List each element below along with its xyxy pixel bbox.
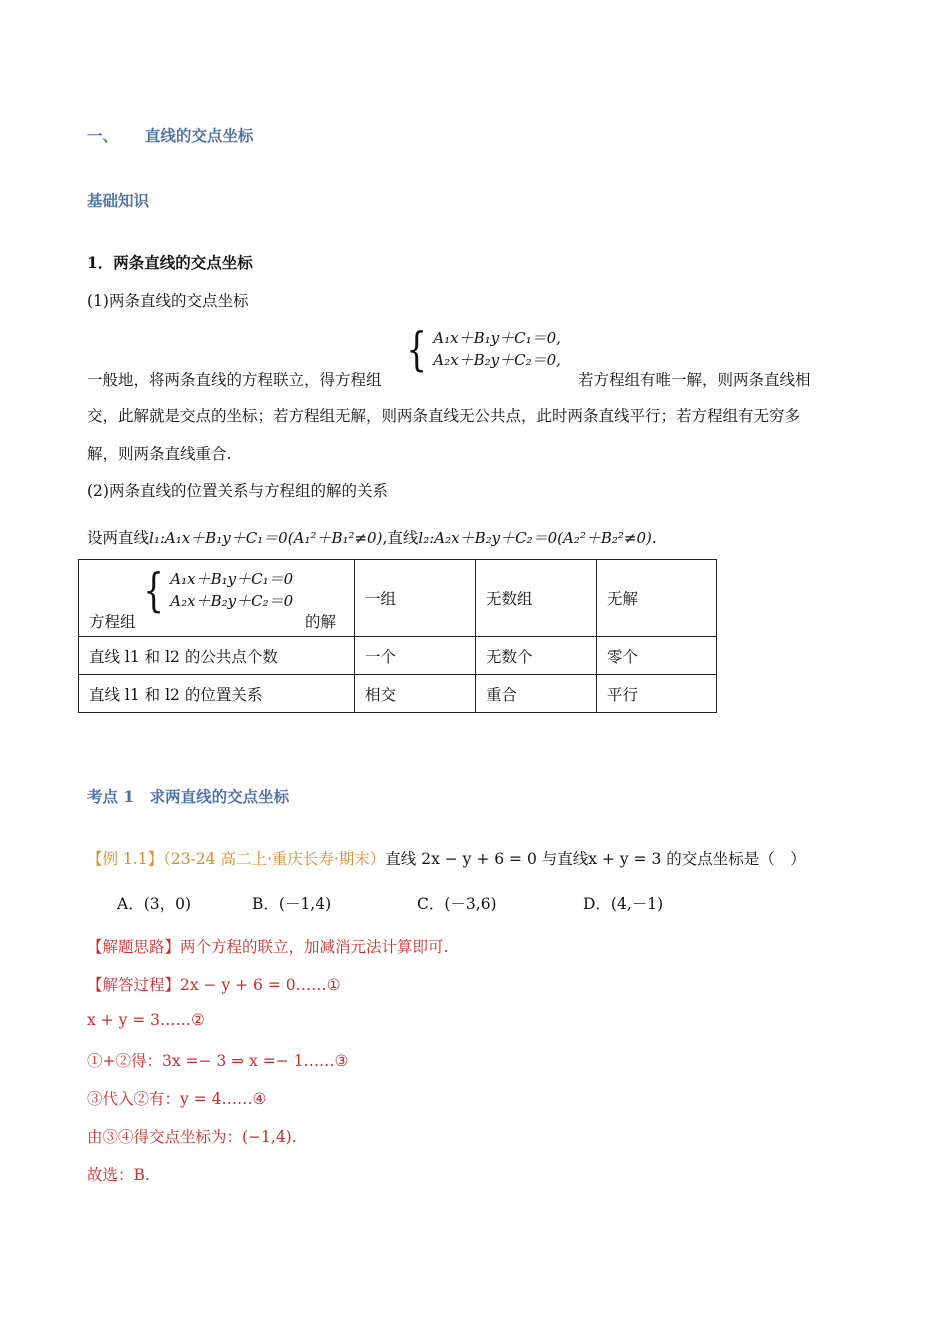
table-row-label: 直线 l1 和 l2 的公共点个数 xyxy=(79,637,355,675)
header-right-text: 的解 xyxy=(305,613,337,631)
solution-line-2: x + y = 3……② xyxy=(87,1011,205,1029)
example-tag: 【例 1.1】 xyxy=(87,850,164,868)
relation-table xyxy=(78,559,717,713)
kaodian-heading: 考点 1 求两直线的交点坐标 xyxy=(87,787,290,806)
header-equation-system xyxy=(139,563,294,617)
table-row xyxy=(79,637,717,675)
solution-line-3: ①+②得：3x =− 3 ⇒ x =− 1……③ xyxy=(87,1052,349,1070)
option-d[interactable]: D．(4,－1) xyxy=(583,895,664,913)
left-brace-icon: { xyxy=(143,563,164,617)
option-b[interactable]: B．(－1,4) xyxy=(252,895,332,913)
heading-level1 xyxy=(87,124,253,146)
equation-system xyxy=(402,322,561,376)
solution-line-4: ③代入②有：y = 4……④ xyxy=(87,1090,267,1108)
heading-basic-knowledge: 基础知识 xyxy=(87,191,150,210)
header-equation-1: A₁x＋B₁y＋C₁＝0 xyxy=(170,570,294,588)
table-cell: 零个 xyxy=(597,637,717,675)
paragraph-tail: 若方程组有唯一解，则两条直线相 xyxy=(578,371,811,389)
define-lead: 设两直线 xyxy=(87,529,150,547)
header-equation-2: A₂x＋B₂y＋C₂＝0 xyxy=(170,592,294,610)
table-cell: 无数个 xyxy=(476,637,597,675)
line-definitions xyxy=(87,526,657,548)
paragraph-line-2: 交，此解就是交点的坐标；若方程组无解，则两条直线无公共点，此时两条直线平行；若方程组有无穷多 xyxy=(87,407,801,425)
table-row xyxy=(79,560,717,637)
process-equation: 2x − y + 6 = 0……① xyxy=(180,976,341,994)
table-cell: 平行 xyxy=(597,675,717,713)
solution-process xyxy=(87,973,341,995)
example-text: 直线 2x − y + 6 = 0 与直线x + y = 3 的交点坐标是（ ） xyxy=(385,850,806,868)
define-end: . xyxy=(651,529,657,547)
line-l2-equation: l₂:A₂x＋B₂y＋C₂＝0(A₂²＋B₂²≠0) xyxy=(418,529,652,547)
heading-title: 直线的交点坐标 xyxy=(144,126,254,145)
system-equation-2: A₂x＋B₂y＋C₂＝0, xyxy=(433,351,561,369)
header-left-text: 方程组 xyxy=(89,613,136,631)
solution-line-6: 故选：B. xyxy=(87,1166,150,1184)
table-cell: 相交 xyxy=(355,675,476,713)
option-a[interactable]: A．(3，0) xyxy=(117,895,192,913)
solution-line-5: 由③④得交点坐标为：(−1,4). xyxy=(87,1128,297,1146)
define-mid: ,直线 xyxy=(382,529,419,547)
process-tag: 【解答过程】 xyxy=(87,976,181,994)
paragraph-lead: 一般地，将两条直线的方程联立，得方程组 xyxy=(87,371,382,389)
table-header-cell: 一组 xyxy=(355,560,476,637)
table-header-cell: 无数组 xyxy=(476,560,597,637)
table-header-system xyxy=(79,560,355,637)
example-question xyxy=(87,847,806,869)
table-header-cell: 无解 xyxy=(597,560,717,637)
subsection-1: (1)两条直线的交点坐标 xyxy=(87,292,249,310)
example-source: （23-24 高二上·重庆长寿·期末） xyxy=(163,850,386,868)
line-l1-equation: l₁:A₁x＋B₁y＋C₁＝0(A₁²＋B₁²≠0) xyxy=(149,529,383,547)
table-cell: 一个 xyxy=(355,637,476,675)
option-c[interactable]: C．(－3,6) xyxy=(417,895,497,913)
subsection-2: (2)两条直线的位置关系与方程组的解的关系 xyxy=(87,482,388,500)
table-cell: 重合 xyxy=(476,675,597,713)
paragraph-line-3: 解，则两条直线重合. xyxy=(87,445,232,463)
left-brace-icon: { xyxy=(406,322,427,376)
table-row xyxy=(79,675,717,713)
heading-number: 一、 xyxy=(87,126,119,145)
system-equation-1: A₁x＋B₁y＋C₁＝0, xyxy=(433,329,561,347)
solution-idea: 【解题思路】两个方程的联立，加减消元法计算即可. xyxy=(87,938,449,956)
table-row-label: 直线 l1 和 l2 的位置关系 xyxy=(79,675,355,713)
section-title: 1．两条直线的交点坐标 xyxy=(87,253,253,272)
